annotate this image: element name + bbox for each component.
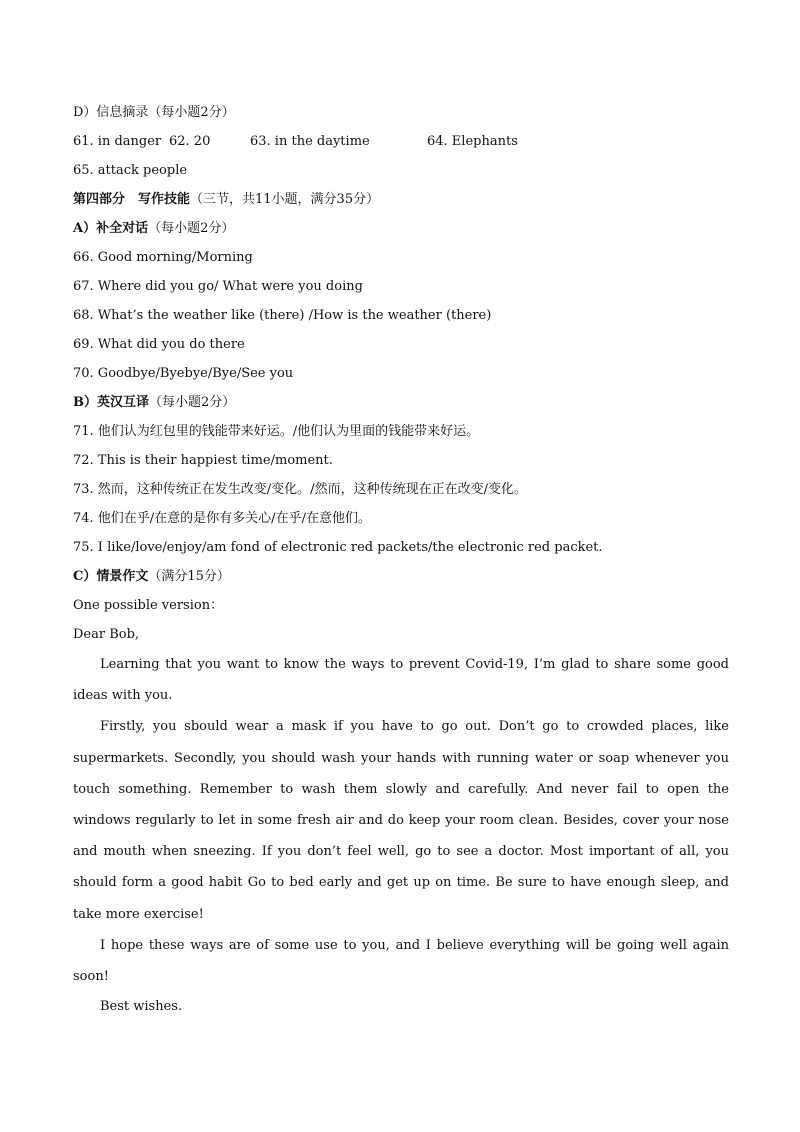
letter-greeting: Dear Bob, — [73, 627, 140, 642]
answer-65: 65. attack people — [73, 163, 188, 178]
section-a-heading-rest: （每小题2分） — [148, 221, 235, 236]
answer-67: 67. Where did you go/ What were you doing — [73, 279, 363, 294]
answer-69: 69. What did you do there — [73, 337, 245, 352]
section-d-answers-row — [73, 127, 729, 156]
section-c-heading — [73, 562, 729, 591]
answer-71: 71. 他们认为红包里的钱能带来好运。/他们认为里面的钱能带来好运。 — [73, 424, 480, 439]
letter-closing: Best wishes. — [100, 999, 183, 1015]
answer-66: 66. Good morning/Morning — [73, 250, 253, 265]
answer-key-page — [73, 98, 729, 1021]
section-a-heading-bold: A）补全对话 — [73, 221, 149, 236]
part4-title — [73, 185, 729, 214]
answer-61: 61. in danger — [73, 134, 162, 149]
answer-74: 74. 他们在乎/在意的是你有多关心/在乎/在意他们。 — [73, 511, 371, 526]
part4-title-rest: （三节，共11小题，满分35分） — [190, 192, 380, 207]
letter-paragraph-2: Firstly, you sbould wear a mask if you have to go out. Don’t go to crowded places, like supermarkets. Secondly, you should wash your hands with running water or soap whenever you touch something. Remember to wash them slowly and carefully. And never fail to open the windows regularly to let in some fresh air and do keep your room clean. Besides, cover your nose and mouth when sneezing. If you don’t feel well, go to see a doctor. Most important of all, you should form a good habit Go to bed early and get up on time. Be sure to have enough sleep, and take more exercise! — [73, 719, 729, 922]
letter-paragraph-1: Learning that you want to know the ways to prevent Covid-19, I’m glad to share some good ideas with you. — [73, 657, 729, 704]
answer-64: 64. Elephants — [427, 134, 518, 149]
answer-70: 70. Goodbye/Byebye/Bye/See you — [73, 366, 294, 381]
section-d-heading: D）信息摘录（每小题2分） — [73, 105, 235, 120]
section-b-heading — [73, 388, 729, 417]
answer-72: 72. This is their happiest time/moment. — [73, 453, 333, 468]
answer-63: 63. in the daytime — [250, 134, 370, 149]
answer-68: 68. What’s the weather like (there) /How is the weather (there) — [73, 308, 492, 323]
section-b-heading-bold: B）英汉互译 — [73, 395, 149, 410]
version-label: One possible version： — [73, 598, 224, 613]
answer-62: 62. 20 — [169, 134, 211, 149]
section-c-heading-rest: （满分15分） — [148, 569, 230, 584]
letter-paragraph-3: I hope these ways are of some use to you, and I believe everything will be going well again soon! — [73, 937, 729, 985]
part4-title-bold: 第四部分 写作技能 — [73, 192, 191, 207]
section-b-heading-rest: （每小题2分） — [149, 395, 236, 410]
answer-75: 75. I like/love/enjoy/am fond of electronic red packets/the electronic red packet. — [73, 540, 603, 555]
section-c-heading-bold: C）情景作文 — [73, 569, 149, 584]
answer-73: 73. 然而，这种传统正在发生改变/变化。/然而，这种传统现在正在改变/变化。 — [73, 482, 527, 497]
section-a-heading — [73, 214, 729, 243]
